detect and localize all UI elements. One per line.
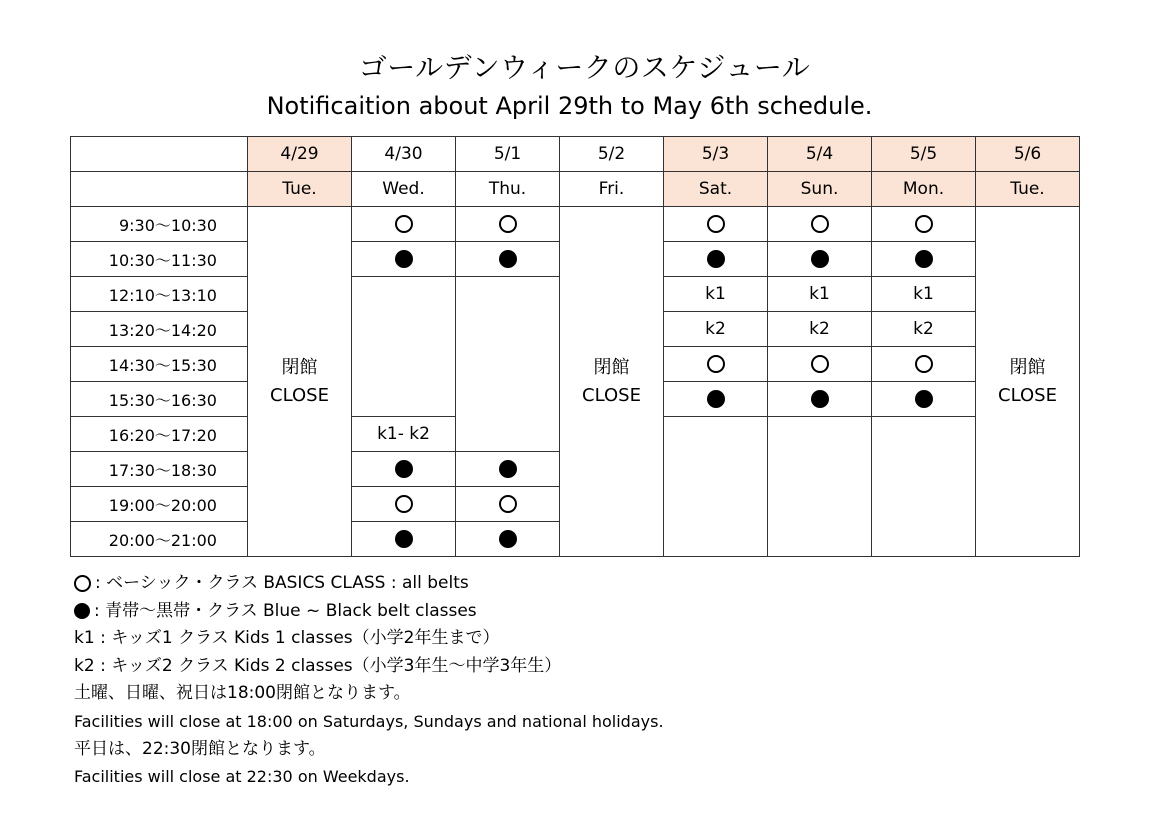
schedule-table	[70, 136, 1080, 557]
open-circle-icon	[395, 215, 413, 233]
open-circle-icon	[395, 495, 413, 513]
class-cell	[768, 382, 872, 417]
closed-ja: 閉館	[281, 356, 318, 378]
filled-circle-icon	[707, 250, 725, 268]
class-cell	[456, 452, 560, 487]
notice-weekday-ja: 平日は、22:30閉館となります。	[74, 738, 326, 759]
table-row	[71, 207, 1080, 242]
date-cell: 5/6	[976, 137, 1080, 172]
closed-ja: 閉館	[593, 356, 630, 378]
class-cell	[456, 207, 560, 242]
legend-k2: k2 : キッズ2 クラス Kids 2 classes（小学3年生～中学3年生）	[74, 655, 562, 676]
class-cell: k1‐ k2	[352, 417, 456, 452]
time-cell: 15:30～16:30	[71, 382, 248, 417]
open-circle-icon	[74, 575, 91, 592]
class-cell: k2	[768, 312, 872, 347]
filled-circle-icon	[915, 250, 933, 268]
open-circle-icon	[707, 215, 725, 233]
legend-k1: k1 : キッズ1 クラス Kids 1 classes（小学2年生まで）	[74, 628, 500, 649]
time-cell: 13:20～14:20	[71, 312, 248, 347]
time-cell: 20:00～21:00	[71, 522, 248, 557]
legend-advanced	[74, 598, 1074, 626]
time-cell: 16:20～17:20	[71, 417, 248, 452]
class-cell: k1	[872, 277, 976, 312]
class-cell	[456, 242, 560, 277]
day-cell: Thu.	[456, 172, 560, 207]
closed-en: CLOSE	[998, 384, 1057, 406]
day-cell: Mon.	[872, 172, 976, 207]
open-circle-icon	[707, 355, 725, 373]
closed-en: CLOSE	[270, 384, 329, 406]
class-cell	[664, 242, 768, 277]
notice-weekend-ja: 土曜、日曜、祝日は18:00閉館となります。	[74, 683, 411, 704]
day-row	[71, 172, 1080, 207]
time-cell: 9:30～10:30	[71, 207, 248, 242]
notice-weekend-en: Facilities will close at 18:00 on Saturdays, Sundays and national holidays.	[74, 711, 664, 731]
legend-basic	[74, 570, 1074, 598]
empty-cell	[768, 417, 872, 557]
closed-ja: 閉館	[1009, 356, 1046, 378]
open-circle-icon	[811, 355, 829, 373]
class-cell: k1	[768, 277, 872, 312]
class-cell	[456, 487, 560, 522]
date-row	[71, 137, 1080, 172]
empty-cell	[872, 417, 976, 557]
notice-weekday-en: Facilities will close at 22:30 on Weekdays.	[74, 767, 410, 787]
date-cell: 4/29	[248, 137, 352, 172]
filled-circle-icon	[499, 460, 517, 478]
class-cell: k2	[872, 312, 976, 347]
class-cell	[768, 207, 872, 242]
time-cell: 14:30～15:30	[71, 347, 248, 382]
filled-circle-icon	[811, 390, 829, 408]
filled-circle-icon	[915, 390, 933, 408]
class-cell	[768, 242, 872, 277]
day-cell: Sun.	[768, 172, 872, 207]
day-cell: Tue.	[248, 172, 352, 207]
closed-cell	[976, 207, 1080, 557]
date-cell: 5/5	[872, 137, 976, 172]
filled-circle-icon	[811, 250, 829, 268]
open-circle-icon	[811, 215, 829, 233]
open-circle-icon	[915, 215, 933, 233]
day-cell: Tue.	[976, 172, 1080, 207]
class-cell	[768, 347, 872, 382]
corner-cell	[71, 137, 248, 172]
time-cell: 19:00～20:00	[71, 487, 248, 522]
open-circle-icon	[915, 355, 933, 373]
class-cell	[872, 347, 976, 382]
class-cell	[664, 207, 768, 242]
date-cell: 5/1	[456, 137, 560, 172]
empty-cell	[456, 277, 560, 452]
class-cell	[352, 242, 456, 277]
class-cell	[352, 207, 456, 242]
open-circle-icon	[499, 495, 517, 513]
empty-cell	[664, 417, 768, 557]
class-cell	[872, 382, 976, 417]
class-cell: k1	[664, 277, 768, 312]
page-title: ゴールデンウィークのスケジュール	[358, 51, 811, 84]
class-cell	[872, 242, 976, 277]
page-subtitle: Notificaition about April 29th to May 6th schedule.	[266, 92, 873, 120]
class-cell: k2	[664, 312, 768, 347]
filled-circle-icon	[499, 530, 517, 548]
date-cell: 5/4	[768, 137, 872, 172]
class-cell	[872, 207, 976, 242]
closed-cell	[560, 207, 664, 557]
open-circle-icon	[499, 215, 517, 233]
class-cell	[664, 382, 768, 417]
legend-advanced-text: : 青帯～黒帯・クラス Blue ~ Black belt classes	[94, 600, 477, 621]
time-cell: 10:30～11:30	[71, 242, 248, 277]
day-cell: Sat.	[664, 172, 768, 207]
filled-circle-icon	[395, 530, 413, 548]
legend-basic-text: : ベーシック・クラス BASICS CLASS : all belts	[95, 573, 469, 593]
class-cell	[664, 347, 768, 382]
day-cell: Fri.	[560, 172, 664, 207]
filled-circle-icon	[395, 250, 413, 268]
class-cell	[352, 487, 456, 522]
closed-en: CLOSE	[582, 384, 641, 406]
day-cell: Wed.	[352, 172, 456, 207]
filled-circle-icon	[74, 603, 90, 619]
class-cell	[352, 452, 456, 487]
class-cell	[456, 522, 560, 557]
class-cell	[352, 522, 456, 557]
date-cell: 5/3	[664, 137, 768, 172]
filled-circle-icon	[395, 460, 413, 478]
filled-circle-icon	[499, 250, 517, 268]
legend	[74, 570, 1074, 791]
corner-cell	[71, 172, 248, 207]
date-cell: 5/2	[560, 137, 664, 172]
empty-cell	[352, 277, 456, 417]
date-cell: 4/30	[352, 137, 456, 172]
closed-cell	[248, 207, 352, 557]
filled-circle-icon	[707, 390, 725, 408]
time-cell: 12:10～13:10	[71, 277, 248, 312]
time-cell: 17:30～18:30	[71, 452, 248, 487]
